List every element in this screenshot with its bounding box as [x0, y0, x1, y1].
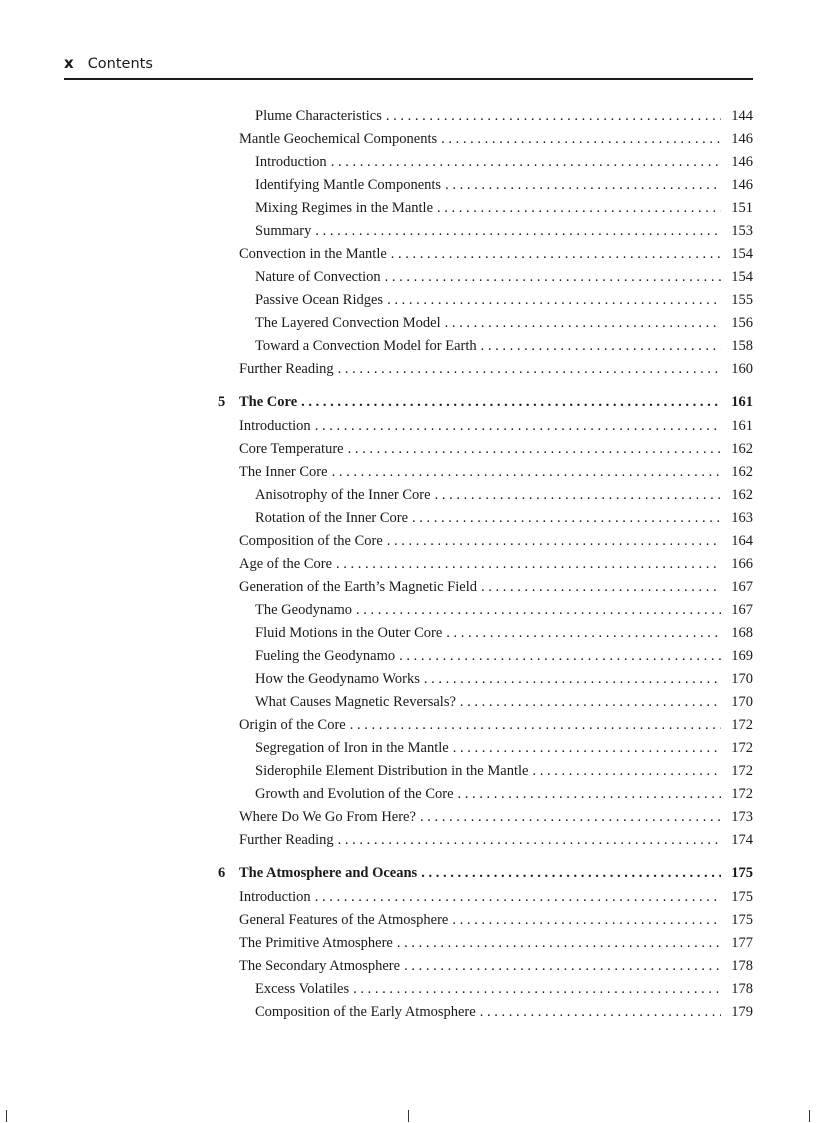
toc-entry-label: Segregation of Iron in the Mantle	[255, 740, 449, 756]
dot-leader	[336, 553, 721, 576]
dot-leader	[338, 358, 721, 381]
toc-entry[interactable]	[200, 783, 753, 806]
toc-entry-page: 161	[731, 418, 753, 434]
toc-entry-page: 163	[731, 510, 753, 526]
dot-leader	[420, 806, 721, 829]
crop-mark-right	[809, 1110, 810, 1122]
toc-entry[interactable]	[200, 220, 753, 243]
dot-leader	[481, 576, 721, 599]
dot-leader	[460, 691, 721, 714]
toc-entry-label: Rotation of the Inner Core	[255, 510, 409, 526]
toc-entry-page: 168	[731, 625, 753, 641]
dot-leader	[385, 266, 721, 289]
toc-entry[interactable]	[200, 438, 753, 461]
toc-entry[interactable]	[200, 691, 753, 714]
dot-leader	[445, 312, 721, 335]
toc-entry-label: Siderophile Element Distribution in the Mantle	[255, 763, 529, 779]
toc-entry-page: 175	[731, 865, 753, 881]
toc-entry-label: What Causes Magnetic Reversals?	[255, 694, 456, 710]
toc-entry[interactable]	[200, 932, 753, 955]
toc-entry[interactable]	[200, 530, 753, 553]
toc-chapter-entry[interactable]	[200, 391, 753, 415]
toc-entry[interactable]	[200, 151, 753, 174]
toc-entry-page: 172	[731, 717, 753, 733]
dot-leader	[315, 886, 721, 909]
toc-entry[interactable]	[200, 737, 753, 760]
dot-leader	[412, 507, 721, 530]
toc-entry-label: How the Geodynamo Works	[255, 671, 420, 687]
chapter-number: 5	[218, 394, 226, 410]
toc-entry[interactable]	[200, 553, 753, 576]
dot-leader	[424, 668, 721, 691]
dot-leader	[350, 714, 721, 737]
dot-leader	[458, 783, 721, 806]
toc-entry-label: Fluid Motions in the Outer Core	[255, 625, 443, 641]
toc-entry[interactable]	[200, 760, 753, 783]
toc-entry-page: 167	[731, 579, 753, 595]
dot-leader	[437, 197, 721, 220]
toc-entry[interactable]	[200, 955, 753, 978]
dot-leader	[397, 932, 721, 955]
toc-entry-page: 146	[731, 177, 753, 193]
toc-entry[interactable]	[200, 415, 753, 438]
toc-entry[interactable]	[200, 128, 753, 151]
toc-entry-label: The Core	[239, 394, 298, 410]
toc-entry-label: Age of the Core	[239, 556, 333, 572]
crop-mark-left	[6, 1110, 7, 1122]
toc-chapter-entry[interactable]	[200, 862, 753, 886]
toc-entry[interactable]	[200, 829, 753, 852]
dot-leader	[387, 530, 721, 553]
toc-entry-label: Toward a Convection Model for Earth	[255, 338, 477, 354]
toc-entry-page: 146	[731, 131, 753, 147]
toc-entry-label: Where Do We Go From Here?	[239, 809, 416, 825]
toc-entry-page: 160	[731, 361, 753, 377]
header-rule	[64, 78, 753, 80]
toc-entry[interactable]	[200, 599, 753, 622]
toc-entry-label: Convection in the Mantle	[239, 246, 387, 262]
dot-leader	[387, 289, 721, 312]
toc-entry-page: 162	[731, 441, 753, 457]
toc-entry-label: Core Temperature	[239, 441, 344, 457]
toc-entry-label: The Atmosphere and Oceans	[239, 865, 418, 881]
toc-entry[interactable]	[200, 909, 753, 932]
toc-entry[interactable]	[200, 978, 753, 1001]
toc-entry-label: The Layered Convection Model	[255, 315, 441, 331]
dot-leader	[421, 862, 721, 885]
dot-leader	[315, 415, 721, 438]
toc-entry[interactable]	[200, 507, 753, 530]
toc-entry[interactable]	[200, 289, 753, 312]
toc-entry-label: Further Reading	[239, 832, 334, 848]
toc-entry-label: Introduction	[239, 889, 311, 905]
toc-entry-label: Summary	[255, 223, 312, 239]
table-of-contents	[200, 105, 753, 1024]
toc-entry[interactable]	[200, 622, 753, 645]
dot-leader	[386, 105, 721, 128]
toc-entry-page: 172	[731, 786, 753, 802]
running-title: Contents	[87, 56, 153, 72]
toc-entry-label: Fueling the Geodynamo	[255, 648, 396, 664]
toc-entry-page: 177	[731, 935, 753, 951]
dot-leader	[446, 622, 721, 645]
crop-mark-center	[408, 1110, 409, 1122]
toc-entry-label: Mantle Geochemical Components	[239, 131, 438, 147]
dot-leader	[353, 978, 721, 1001]
dot-leader	[481, 335, 721, 358]
toc-entry-page: 154	[731, 269, 753, 285]
dot-leader	[315, 220, 721, 243]
toc-entry[interactable]	[200, 266, 753, 289]
toc-entry[interactable]	[200, 645, 753, 668]
dot-leader	[301, 391, 721, 414]
toc-entry-label: Introduction	[255, 154, 327, 170]
dot-leader	[445, 174, 721, 197]
toc-entry-page: 179	[731, 1004, 753, 1020]
toc-entry-label: The Primitive Atmosphere	[239, 935, 393, 951]
toc-entry-page: 144	[731, 108, 753, 124]
toc-entry-page: 167	[731, 602, 753, 618]
toc-entry-label: The Geodynamo	[255, 602, 353, 618]
toc-entry-label: Mixing Regimes in the Mantle	[255, 200, 434, 216]
toc-entry-page: 175	[731, 889, 753, 905]
toc-entry[interactable]	[200, 358, 753, 381]
toc-entry-label: Introduction	[239, 418, 311, 434]
toc-entry-page: 146	[731, 154, 753, 170]
toc-entry-page: 174	[731, 832, 753, 848]
dot-leader	[391, 243, 721, 266]
toc-entry[interactable]	[200, 243, 753, 266]
toc-entry-label: Composition of the Early Atmosphere	[255, 1004, 476, 1020]
toc-entry-label: The Inner Core	[239, 464, 328, 480]
toc-entry-label: General Features of the Atmosphere	[239, 912, 449, 928]
toc-entry[interactable]	[200, 886, 753, 909]
toc-entry-page: 161	[731, 394, 753, 410]
toc-entry-page: 162	[731, 464, 753, 480]
dot-leader	[399, 645, 721, 668]
toc-entry-page: 156	[731, 315, 753, 331]
toc-entry-page: 178	[731, 958, 753, 974]
toc-entry-label: Generation of the Earth’s Magnetic Field	[239, 579, 477, 595]
toc-entry-page: 173	[731, 809, 753, 825]
toc-entry-page: 155	[731, 292, 753, 308]
toc-entry-page: 154	[731, 246, 753, 262]
toc-entry-label: Growth and Evolution of the Core	[255, 786, 454, 802]
toc-entry[interactable]	[200, 197, 753, 220]
toc-entry[interactable]	[200, 714, 753, 737]
toc-entry-label: Origin of the Core	[239, 717, 346, 733]
chapter-number: 6	[218, 865, 226, 881]
toc-entry-label: Plume Characteristics	[255, 108, 382, 124]
dot-leader	[480, 1001, 721, 1024]
dot-leader	[453, 737, 721, 760]
toc-entry-page: 162	[731, 487, 753, 503]
page-number: x	[64, 54, 74, 72]
toc-entry-page: 172	[731, 763, 753, 779]
toc-entry-page: 170	[731, 694, 753, 710]
toc-entry-page: 175	[731, 912, 753, 928]
dot-leader	[404, 955, 721, 978]
toc-entry-page: 153	[731, 223, 753, 239]
dot-leader	[338, 829, 721, 852]
toc-entry[interactable]	[200, 668, 753, 691]
toc-entry-page: 172	[731, 740, 753, 756]
toc-entry-label: Nature of Convection	[255, 269, 381, 285]
dot-leader	[356, 599, 721, 622]
dot-leader	[441, 128, 721, 151]
toc-entry[interactable]	[200, 105, 753, 128]
toc-entry-label: Identifying Mantle Components	[255, 177, 442, 193]
toc-entry-page: 166	[731, 556, 753, 572]
toc-entry-page: 169	[731, 648, 753, 664]
toc-entry-page: 170	[731, 671, 753, 687]
toc-entry[interactable]	[200, 576, 753, 599]
toc-entry[interactable]	[200, 174, 753, 197]
toc-entry-label: Excess Volatiles	[255, 981, 350, 997]
toc-entry-label: Passive Ocean Ridges	[255, 292, 384, 308]
toc-entry[interactable]	[200, 484, 753, 507]
toc-entry-label: Further Reading	[239, 361, 334, 377]
toc-entry-label: Anisotrophy of the Inner Core	[255, 487, 431, 503]
dot-leader	[435, 484, 721, 507]
toc-entry-page: 151	[731, 200, 753, 216]
toc-entry-page: 158	[731, 338, 753, 354]
dot-leader	[532, 760, 721, 783]
toc-entry-label: Composition of the Core	[239, 533, 383, 549]
dot-leader	[332, 461, 721, 484]
running-header	[64, 54, 753, 74]
toc-entry[interactable]	[200, 1001, 753, 1024]
dot-leader	[452, 909, 721, 932]
toc-entry[interactable]	[200, 806, 753, 829]
toc-entry-page: 178	[731, 981, 753, 997]
toc-entry-page: 164	[731, 533, 753, 549]
dot-leader	[348, 438, 721, 461]
toc-entry-label: The Secondary Atmosphere	[239, 958, 401, 974]
toc-entry[interactable]	[200, 312, 753, 335]
toc-entry[interactable]	[200, 335, 753, 358]
toc-entry[interactable]	[200, 461, 753, 484]
dot-leader	[331, 151, 721, 174]
